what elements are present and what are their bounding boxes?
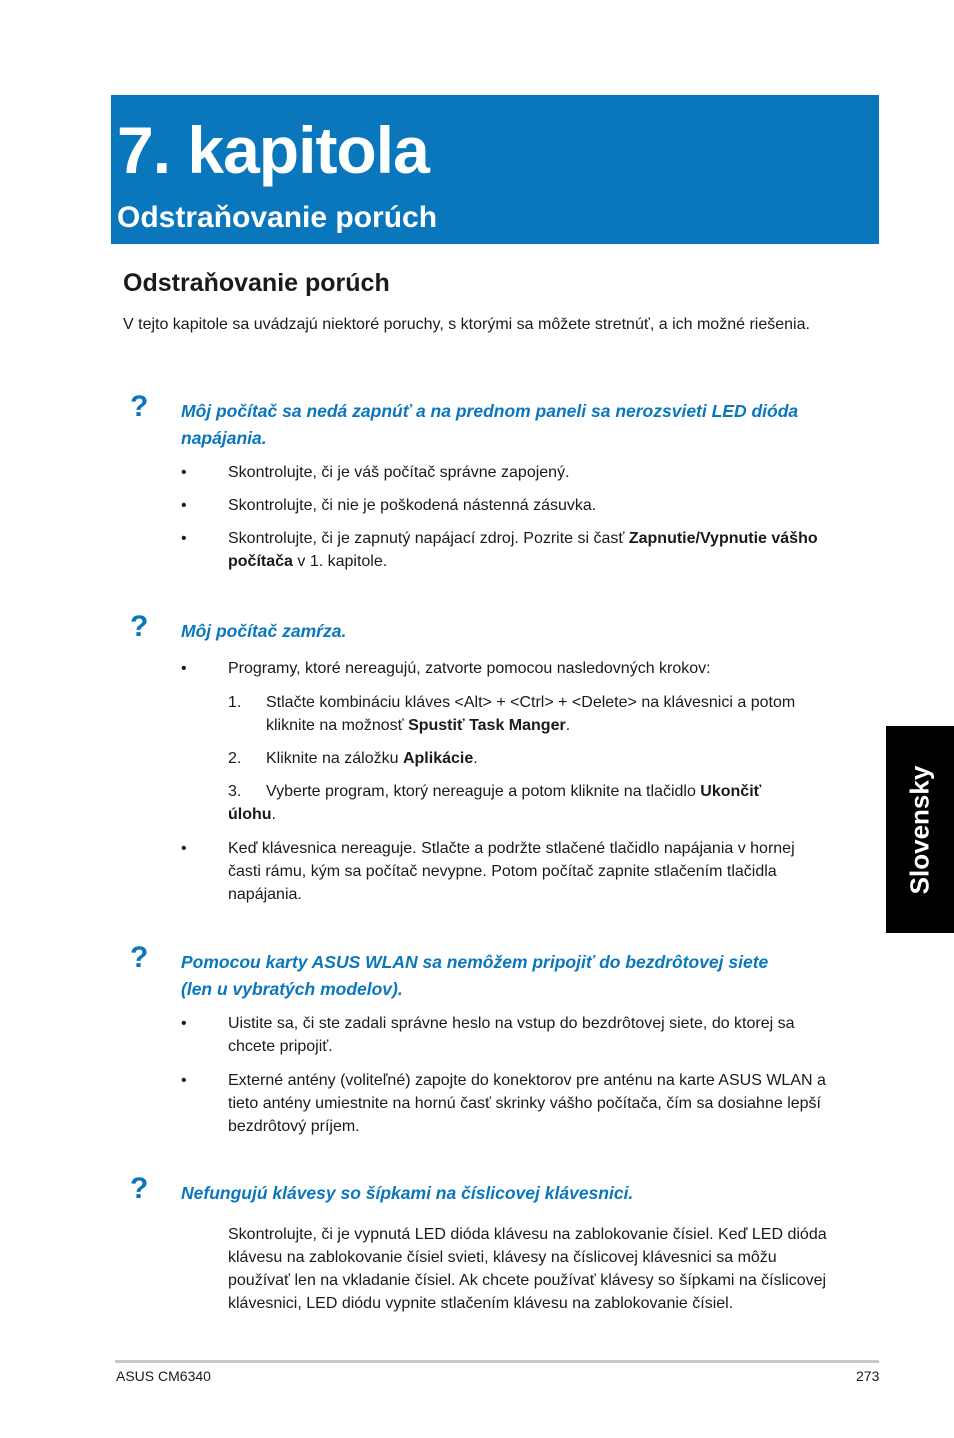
language-tab-label: Slovensky: [904, 765, 935, 894]
question-mark-icon: ?: [130, 941, 149, 974]
step-text: Vyberte program, ktorý nereaguje a potom kliknite na tlačidlo Ukončiť: [266, 783, 762, 800]
section-intro: V tejto kapitole sa uvádzajú niektoré poruchy, s ktorými sa môžete stretnúť, a ich možné riešenia.: [123, 316, 810, 333]
language-tab: [886, 726, 954, 933]
footer-page-number: 273: [856, 1368, 880, 1384]
item-text: Skontrolujte, či je váš počítač správne zapojený.: [228, 464, 570, 481]
step-text: Kliknite na záložku Aplikácie.: [266, 750, 478, 767]
item-text: Skontrolujte, či je zapnutý napájací zdroj. Pozrite si časť Zapnutie/Vypnutie vášho počítača v 1. kapitole.: [228, 530, 818, 570]
question-text: Môj počítač zamŕza.: [181, 621, 347, 641]
step-text: Stlačte kombináciu kláves <Alt> + <Ctrl> + <Delete> na klávesnici a potom kliknite na možnosť Spustiť Task Manger.: [266, 694, 796, 734]
item-text: Programy, ktoré nereagujú, zatvorte pomocou nasledovných krokov:: [228, 660, 711, 677]
question-mark-icon: ?: [130, 1172, 149, 1205]
bullet-icon: •: [181, 464, 187, 481]
step-number: 3.: [228, 783, 242, 800]
item-text: Keď klávesnica nereaguje. Stlačte a podržte stlačené tlačidlo napájania v hornej časti rámu, kým sa počítač nevypne. Potom počítač zapnite stlačením tlačidla napájania.: [228, 840, 795, 903]
question-mark-icon: ?: [130, 610, 149, 643]
question-text: Pomocou karty ASUS WLAN sa nemôžem pripojiť do bezdrôtovej siete (len u vybratých modelov).: [181, 952, 769, 999]
chapter-subtitle: Odstraňovanie porúch: [117, 201, 438, 234]
item-text: Externé antény (voliteľné) zapojte do konektorov pre anténu na karte ASUS WLAN a tieto antény umiestnite na hornú časť skrinky vášho počítača, čím sa dosiahne lepší bezdrôtový príjem.: [228, 1072, 826, 1135]
bullet-icon: •: [181, 1015, 187, 1032]
bullet-icon: •: [181, 660, 187, 677]
item-text: Skontrolujte, či je vypnutá LED dióda klávesu na zablokovanie čísiel. Keď LED dióda klávesu na zablokovanie čísiel svieti, klávesy na číslicovej klávesnici sa môžu používať len na vkladanie čísiel. Ak chcete používať klávesy so šípkami na číslicovej klávesnici, LED diódu vypnite stlačením klávesu na zablokovanie čísiel.: [228, 1226, 827, 1312]
step-number: 1.: [228, 694, 242, 711]
bullet-icon: •: [181, 840, 187, 857]
bullet-icon: •: [181, 530, 187, 547]
step-number: 2.: [228, 750, 242, 767]
chapter-title: 7. kapitola: [117, 113, 429, 187]
question-text: Môj počítač sa nedá zapnúť a na prednom paneli sa nerozsvieti LED dióda napájania.: [181, 401, 799, 448]
footer-divider: [115, 1360, 879, 1363]
question-mark-icon: ?: [130, 390, 149, 423]
question-text: Nefungujú klávesy so šípkami na číslicovej klávesnici.: [181, 1183, 634, 1203]
step-text-cont: úlohu.: [228, 806, 276, 823]
bullet-icon: •: [181, 497, 187, 514]
chapter-banner: [111, 95, 879, 244]
section-heading: Odstraňovanie porúch: [123, 269, 390, 297]
footer-model: ASUS CM6340: [116, 1368, 211, 1384]
item-text: Skontrolujte, či nie je poškodená nástenná zásuvka.: [228, 497, 597, 514]
bullet-icon: •: [181, 1072, 187, 1089]
item-text: Uistite sa, či ste zadali správne heslo na vstup do bezdrôtovej siete, do ktorej sa chcete pripojiť.: [228, 1015, 795, 1055]
